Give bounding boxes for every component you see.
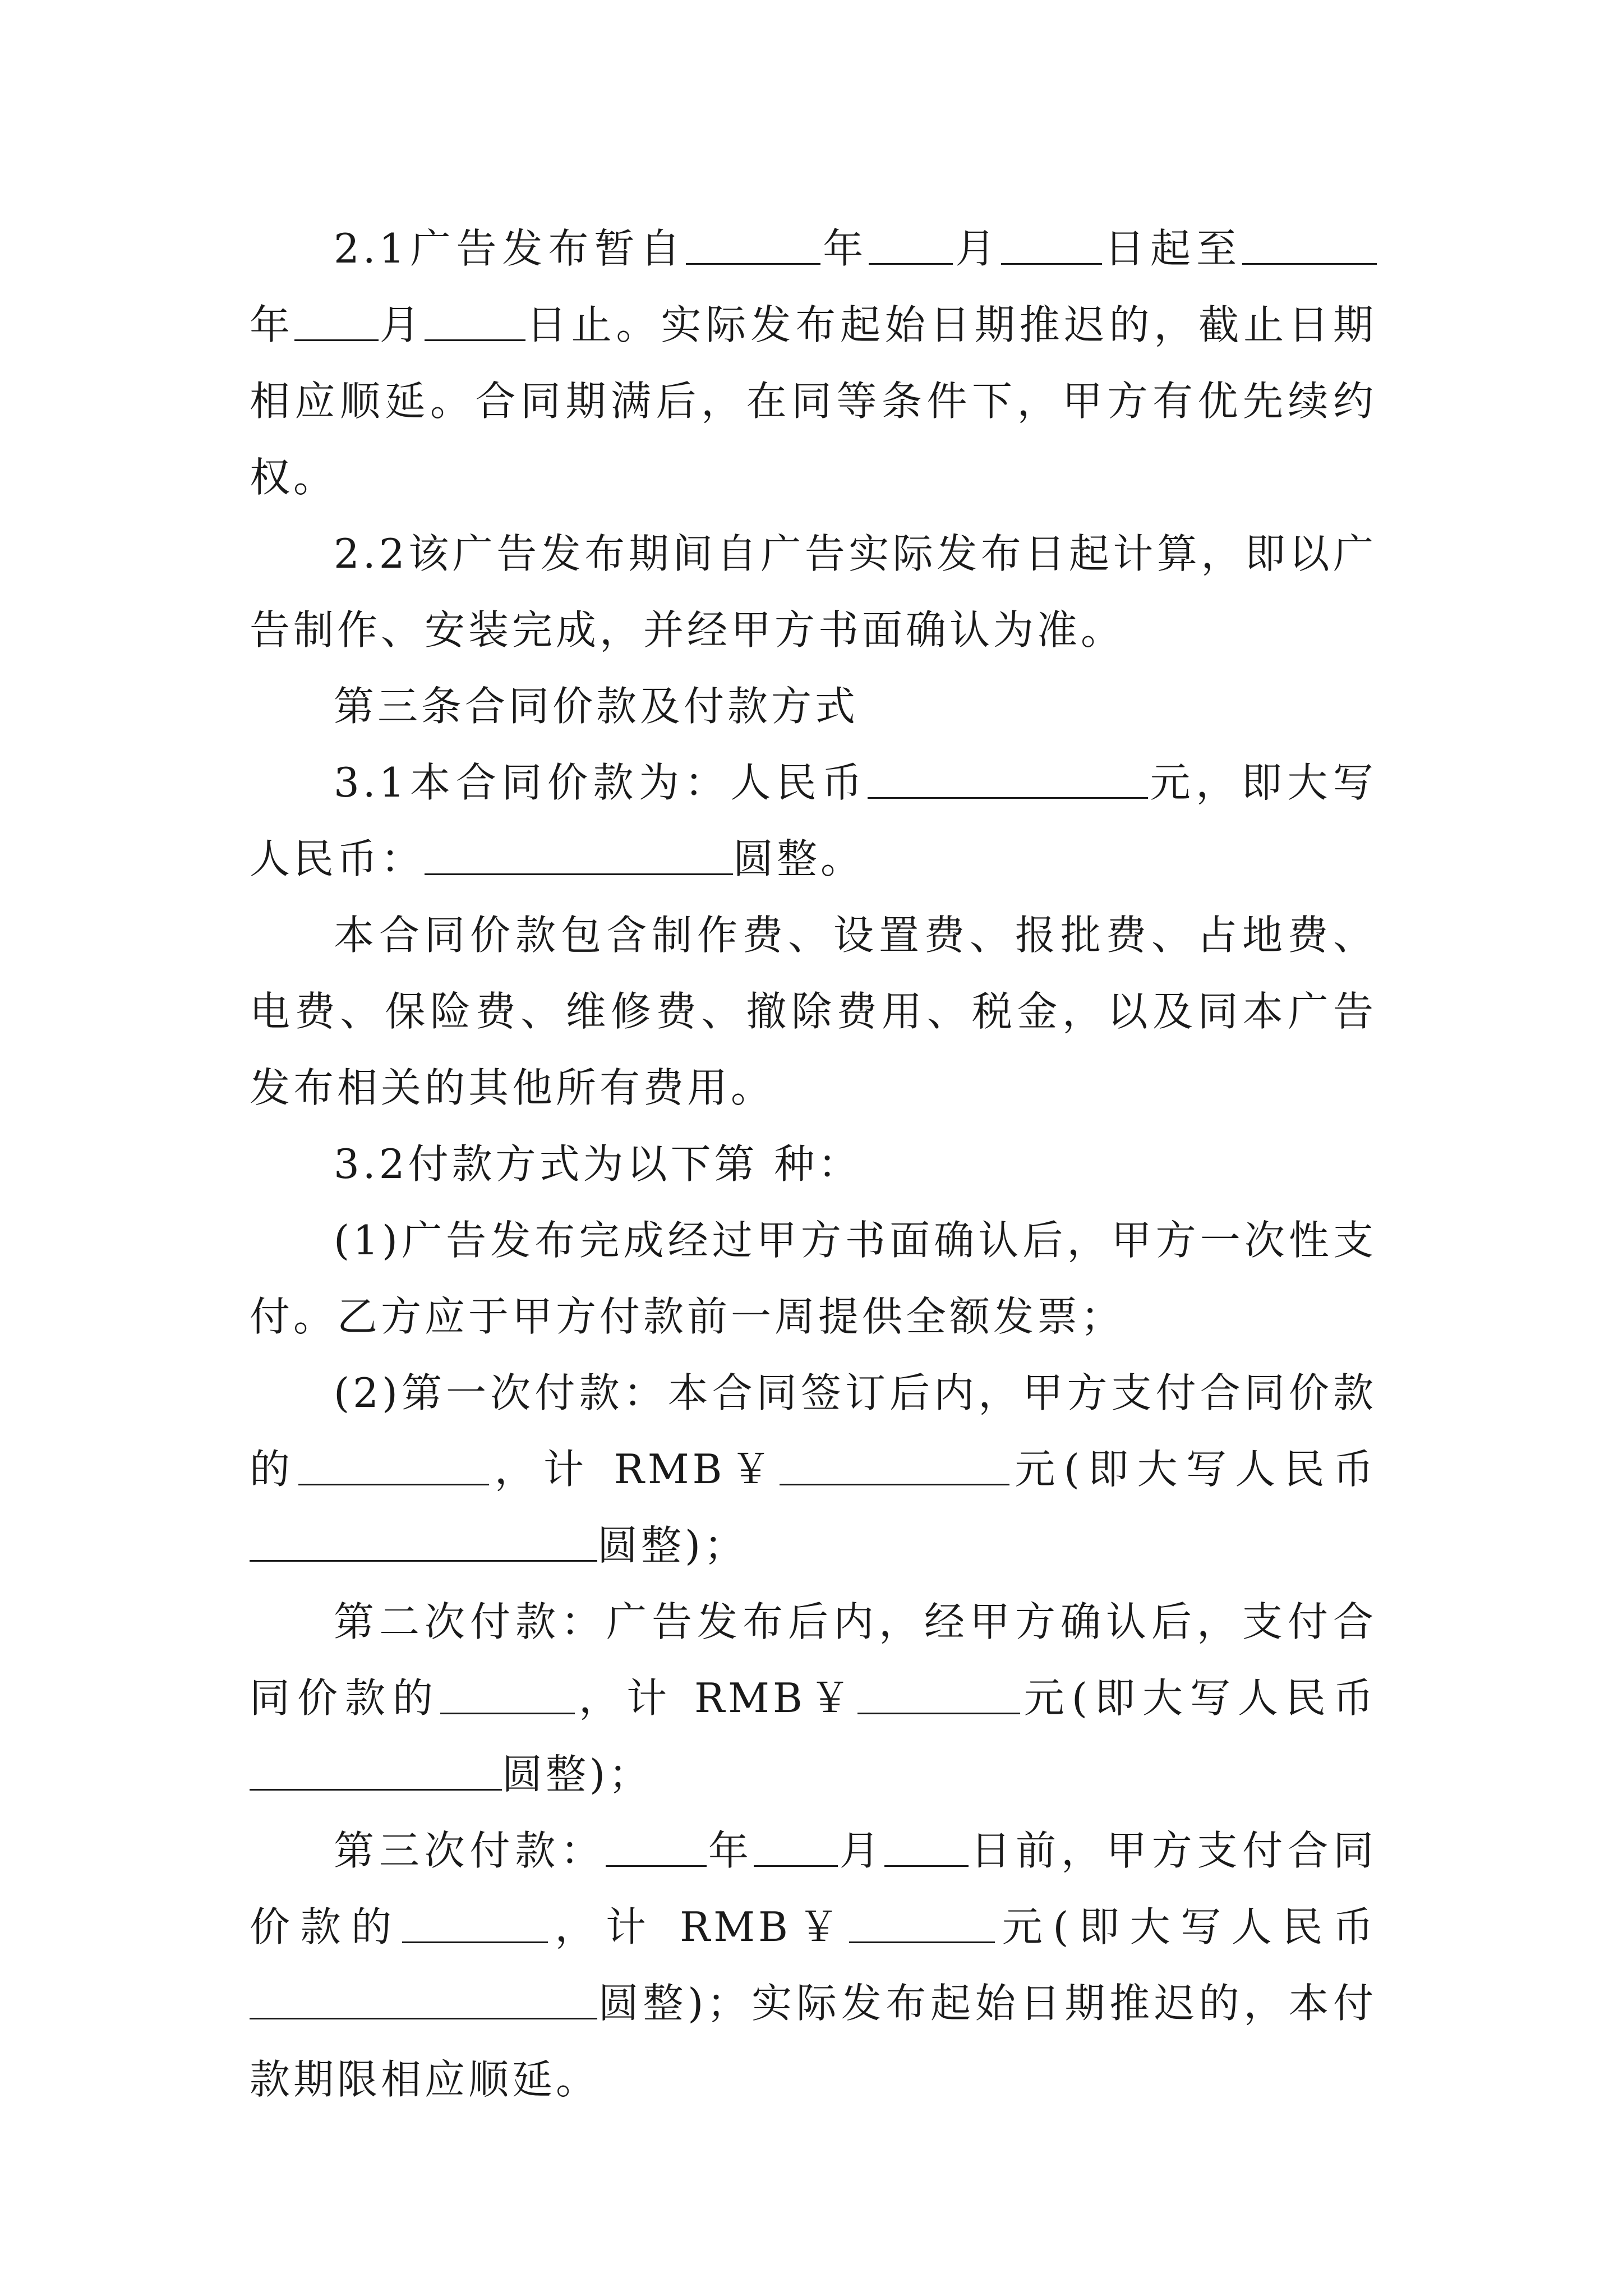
text: 日起至 [1102, 225, 1242, 272]
blank-field [1001, 224, 1102, 264]
blank-field [884, 1826, 969, 1866]
blank-field [780, 1445, 1009, 1485]
text: 元(即大写人民币 [1020, 1674, 1377, 1722]
paragraph-price-includes: 本合同价款包含制作费、设置费、报批费、占地费、电费、保险费、维修费、撤除费用、税金，以及同本广告发布相关的其他所有费用。 [250, 912, 1377, 1111]
paragraph-3-2: 3.2付款方式为以下第 种： [334, 1140, 862, 1188]
document-body [250, 210, 1377, 2118]
text: 元(即大写人民币 [1009, 1446, 1377, 1493]
blank-field [1242, 224, 1377, 264]
section-heading-3: 第三条合同价款及付款方式 [334, 683, 859, 730]
paragraph-2-2: 2.2该广告发布期间自广告实际发布日起计算，即以广告制作、安装完成，并经甲方书面确认为准。 [250, 530, 1377, 654]
paragraph-third-payment [250, 1812, 1377, 2118]
text: 元，即大写人民币： [250, 759, 1377, 882]
text: ，计 RMB￥ [489, 1446, 780, 1493]
paragraph-2-1 [250, 210, 1377, 516]
text: 日止。实际发布起始日期推迟的，截止日期相应顺延。合同期满后，在同等条件下，甲方有优先续约权。 [250, 301, 1377, 501]
blank-field [250, 1521, 597, 1561]
blank-field [250, 1750, 502, 1790]
blank-field [425, 301, 525, 341]
paragraph-payment-option-2 [250, 1355, 1377, 1584]
blank-field [849, 1903, 995, 1943]
text: 圆整)；实际发布起始日期推迟的，本付款期限相应顺延。 [250, 1980, 1377, 2103]
blank-field [298, 1445, 489, 1485]
blank-field [868, 758, 1148, 798]
blank-field [294, 301, 379, 341]
text: ，计 RMB￥ [575, 1674, 857, 1722]
text: 月 [953, 225, 1002, 272]
text: 第三次付款： [334, 1827, 606, 1874]
text: 月 [837, 1827, 885, 1874]
blank-field [869, 224, 953, 264]
text: ，计 RMB￥ [547, 1903, 850, 1950]
text: 圆整)； [597, 1522, 748, 1569]
text: 年 [250, 301, 294, 348]
text: 3.1本合同价款为：人民币 [334, 759, 868, 806]
blank-field [440, 1674, 575, 1714]
text: (2)第一次付款：本合同签订后内，甲方支付合同价款的 [250, 1369, 1377, 1493]
text: 圆整)； [502, 1751, 653, 1798]
text: 年 [820, 225, 869, 272]
blank-field [425, 835, 733, 875]
blank-field [606, 1826, 707, 1866]
text: 月 [378, 301, 425, 348]
text: 2.1广告发布暂自 [334, 225, 686, 272]
blank-field [686, 224, 820, 264]
blank-field [250, 1979, 597, 2019]
text: 第二次付款：广告发布后内，经甲方确认后，支付合同价款的 [250, 1598, 1377, 1722]
text: 圆整。 [733, 835, 865, 882]
paragraph-payment-option-1: (1)广告发布完成经过甲方书面确认后，甲方一次性支付。乙方应于甲方付款前一周提供全额发票； [250, 1217, 1377, 1340]
text: 年 [707, 1827, 754, 1874]
blank-field [402, 1903, 548, 1943]
blank-field [857, 1674, 1020, 1714]
paragraph-second-payment [250, 1584, 1377, 1812]
text: 元(即大写人民币 [995, 1903, 1377, 1950]
blank-field [754, 1826, 838, 1866]
paragraph-3-1 [250, 744, 1377, 897]
text: 日前，甲方支付合同价款的 [250, 1827, 1377, 1950]
